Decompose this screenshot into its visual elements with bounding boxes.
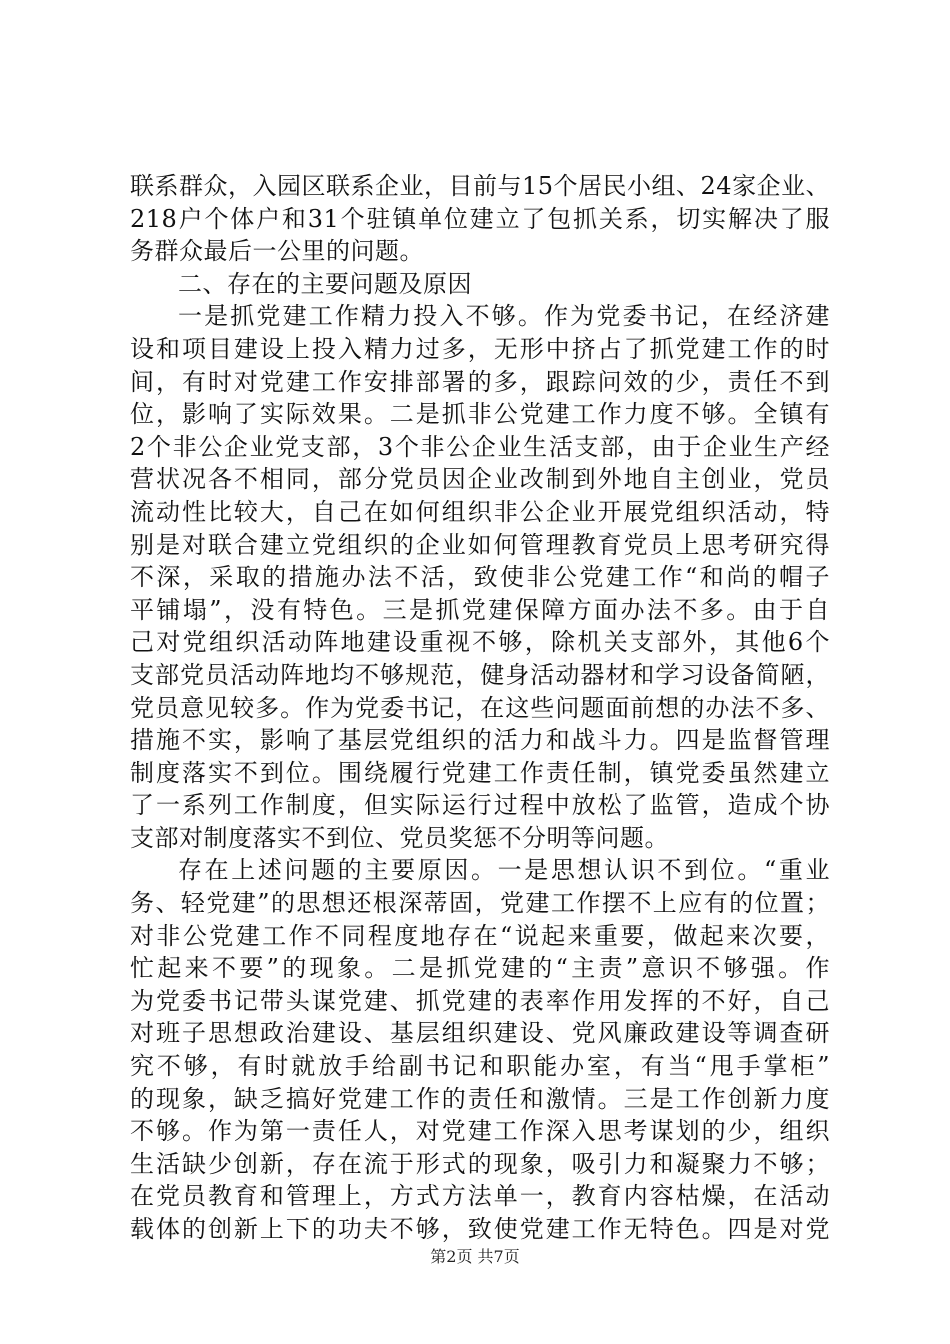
- text-line: 218户个体户和31个驻镇单位建立了包抓关系，切实解决了服: [130, 204, 830, 233]
- text-line: 营状况各不相同，部分党员因企业改制到外地自主创业，党员: [130, 465, 830, 494]
- text-line: 位，影响了实际效果。二是抓非公党建工作力度不够。全镇有: [130, 400, 830, 429]
- text-line: 2个非公企业党支部，3个非公企业生活支部，由于企业生产经: [130, 432, 830, 461]
- text-line: 流动性比较大，自己在如何组织非公企业开展党组织活动，特: [130, 497, 830, 526]
- text-line: 党员意见较多。作为党委书记，在这些问题面前想的办法不多、: [130, 693, 830, 722]
- text-line: 务、轻党建”的思想还根深蒂固，党建工作摆不上应有的位置；: [130, 889, 830, 918]
- text-line: 对非公党建工作不同程度地存在“说起来重要，做起来次要，: [130, 921, 830, 950]
- page-number-footer: 第2页 共7页: [430, 1247, 520, 1266]
- text-line: 别是对联合建立党组织的企业如何管理教育党员上思考研究得: [130, 530, 830, 559]
- text-line: 对班子思想政治建设、基层组织建设、党风廉政建设等调查研: [130, 1019, 830, 1048]
- text-line: 在党员教育和管理上，方式方法单一，教育内容枯燥，在活动: [130, 1182, 830, 1211]
- text-line: 制度落实不到位。围绕履行党建工作责任制，镇党委虽然建立: [130, 758, 830, 787]
- text-line: 己对党组织活动阵地建设重视不够，除机关支部外，其他6个: [130, 628, 830, 657]
- text-line: 联系群众，入园区联系企业，目前与15个居民小组、24家企业、: [130, 172, 831, 200]
- text-line: 载体的创新上下的功夫不够，致使党建工作无特色。四是对党: [130, 1215, 830, 1243]
- text-line: 支部对制度落实不到位、党员奖惩不分明等问题。: [130, 823, 669, 852]
- text-line: 存在上述问题的主要原因。一是思想认识不到位。“重业: [178, 856, 830, 885]
- text-line: 究不够，有时就放手给副书记和职能办室，有当“甩手掌柜”: [130, 1052, 830, 1081]
- text-line: 了一系列工作制度，但实际运行过程中放松了监管，造成个协: [130, 791, 830, 820]
- text-line: 不够。作为第一责任人，对党建工作深入思考谋划的少，组织: [130, 1117, 830, 1146]
- text-line: 设和项目建设上投入精力过多，无形中挤占了抓党建工作的时: [130, 334, 830, 363]
- text-line: 为党委书记带头谋党建、抓党建的表率作用发挥的不好，自己: [130, 986, 830, 1015]
- text-line: 措施不实，影响了基层党组织的活力和战斗力。四是监督管理: [130, 726, 830, 755]
- text-line: 务群众最后一公里的问题。: [130, 237, 424, 266]
- text-line: 间，有时对党建工作安排部署的多，跟踪问效的少，责任不到: [130, 367, 830, 396]
- text-line: 生活缺少创新，存在流于形式的现象，吸引力和凝聚力不够；: [130, 1149, 830, 1178]
- text-line: 一是抓党建工作精力投入不够。作为党委书记，在经济建: [178, 302, 830, 331]
- text-line: 忙起来不要”的现象。二是抓党建的“主责”意识不够强。作: [130, 954, 830, 983]
- section-heading: 二、存在的主要问题及原因: [178, 269, 472, 298]
- text-line: 不深，采取的措施办法不活，致使非公党建工作“和尚的帽子: [130, 563, 830, 592]
- text-line: 支部党员活动阵地均不够规范，健身活动器材和学习设备简陋，: [130, 660, 830, 689]
- text-line: 平铺塌”，没有特色。三是抓党建保障方面办法不多。由于自: [130, 595, 830, 624]
- text-line: 的现象，缺乏搞好党建工作的责任和激情。三是工作创新力度: [130, 1084, 830, 1113]
- body-text: [130, 170, 830, 1246]
